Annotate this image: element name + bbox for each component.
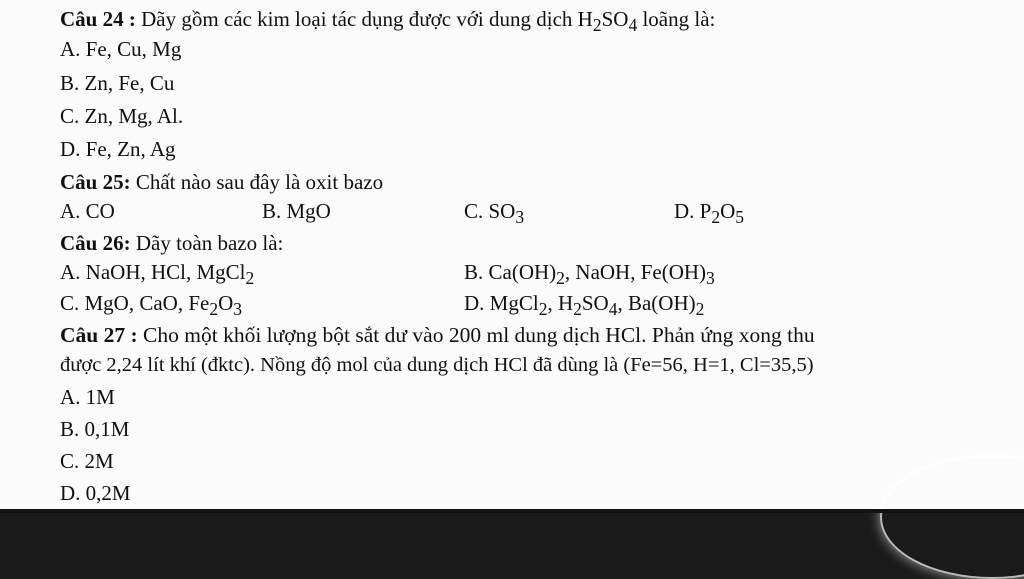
formula-part: O: [218, 291, 234, 315]
glare-reflection: [880, 455, 1024, 579]
subscript: 3: [706, 268, 715, 289]
question-26-text: Dãy toàn bazo là:: [130, 231, 284, 255]
option-24-d: D. Fe, Zn, Ag: [60, 137, 176, 161]
option-26-c: [60, 288, 242, 324]
option-24-a: A. Fe, Cu, Mg: [60, 37, 182, 61]
formula-part: C. SO: [464, 199, 516, 223]
question-24-text-after: loãng là:: [637, 7, 716, 31]
question-27-text-line-1: Cho một khối lượng bột sắt dư vào 200 ml dung dịch HCl. Phản ứng xong thu: [137, 323, 815, 347]
subscript: 2: [573, 299, 582, 320]
option-27-b: B. 0,1M: [60, 417, 130, 441]
subscript: 2: [695, 299, 705, 320]
option-27-a: A. 1M: [60, 385, 115, 409]
formula-part: , NaOH, Fe(OH): [564, 260, 707, 284]
subscript: 3: [233, 299, 243, 320]
option-26-d: [464, 288, 704, 324]
option-27-c: C. 2M: [60, 449, 114, 473]
formula-part: D. MgCl: [464, 291, 539, 315]
option-25-b: B. MgO: [262, 199, 331, 223]
formula-part: , H: [547, 291, 574, 315]
question-27-title: Câu 27 :: [60, 323, 138, 347]
question-24-text-before: Dãy gồm các kim loại tác dụng được với dung dịch H: [135, 7, 593, 31]
subscript: 2: [711, 207, 721, 228]
question-25-text: Chất nào sau đây là oxit bazo: [130, 170, 384, 194]
option-25-c: [464, 196, 524, 232]
formula-part: B. Ca(OH): [464, 260, 557, 284]
question-25: [60, 167, 383, 197]
option-27-d: D. 0,2M: [60, 481, 131, 505]
question-24-title: Câu 24 :: [60, 7, 136, 31]
formula-part: D. P: [674, 199, 712, 223]
question-26: [60, 228, 283, 258]
question-26-title: Câu 26:: [60, 231, 131, 255]
question-27-line-1: [60, 320, 815, 350]
formula-part: C. MgO, CaO, Fe: [60, 291, 210, 315]
option-25-d: [674, 196, 744, 232]
subscript: 2: [538, 299, 548, 320]
question-25-title: Câu 25:: [60, 170, 131, 194]
formula-part: O: [720, 199, 736, 223]
formula-part: A. NaOH, HCl, MgCl: [60, 260, 246, 284]
option-25-a: A. CO: [60, 199, 115, 223]
option-24-b: B. Zn, Fe, Cu: [60, 71, 175, 95]
option-24-c: C. Zn, Mg, Al.: [60, 104, 184, 128]
formula-part: SO: [581, 291, 609, 315]
bottom-edge: [0, 509, 1024, 513]
subscript: 2: [592, 15, 602, 36]
subscript: 3: [515, 207, 525, 228]
subscript: 4: [628, 15, 638, 36]
subscript: 2: [209, 299, 219, 320]
question-27-line-2: được 2,24 lít khí (đktc). Nồng độ mol của dung dịch HCl đã dùng là (Fe=56, H=1, Cl=35,5): [60, 354, 814, 376]
subscript: 2: [245, 268, 255, 289]
formula-part: SO: [601, 7, 629, 31]
subscript: 5: [735, 207, 745, 228]
subscript: 2: [556, 268, 565, 289]
subscript: 4: [608, 299, 618, 320]
formula-part: , Ba(OH): [617, 291, 696, 315]
